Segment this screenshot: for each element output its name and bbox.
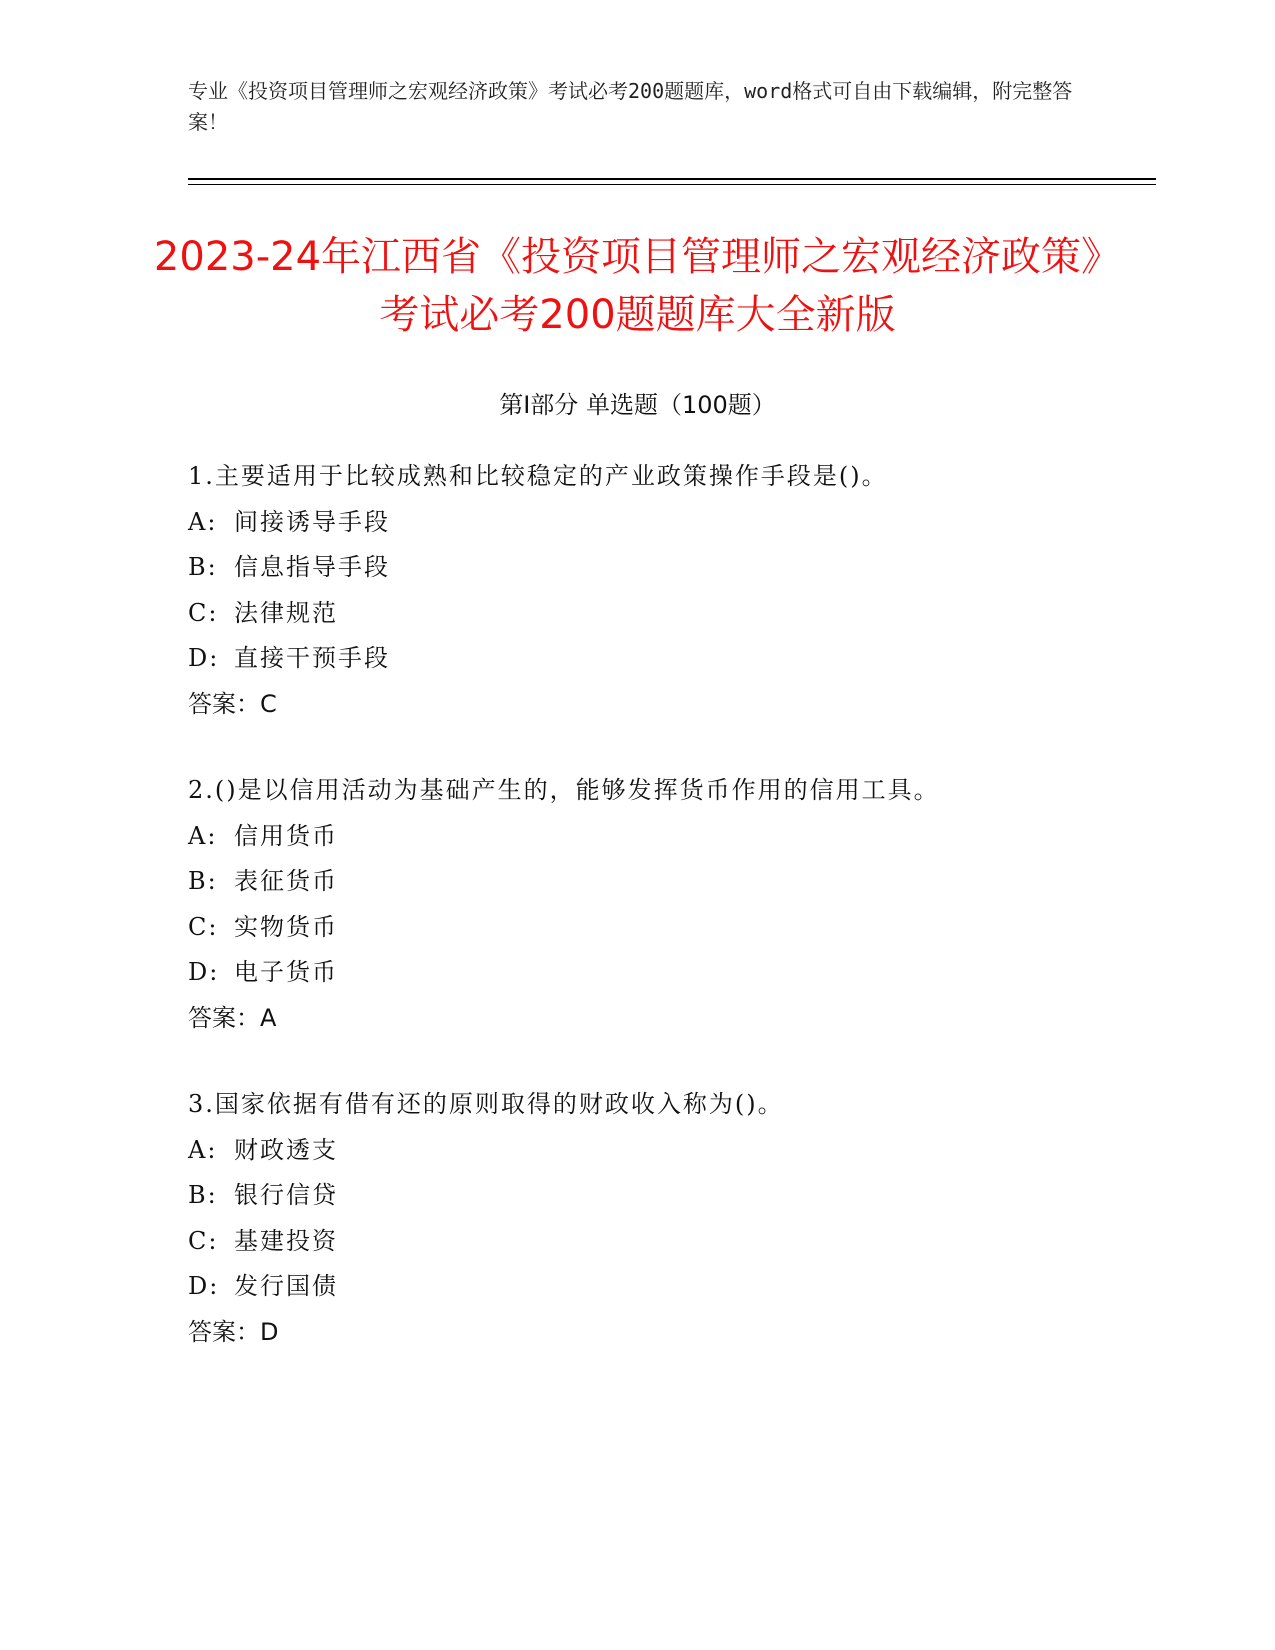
question-stem: 1.主要适用于比较成熟和比较稳定的产业政策操作手段是()。 (188, 462, 888, 490)
option-letter: A: (188, 1135, 218, 1164)
option-d (188, 1264, 1148, 1310)
option-letter: D: (188, 958, 220, 986)
option-d (188, 636, 1148, 682)
option-letter: C: (188, 912, 219, 941)
option-text: 表征货币 (234, 867, 338, 895)
option-letter: B: (188, 553, 218, 581)
option-c (188, 1219, 1148, 1265)
question-2 (188, 768, 1148, 1041)
option-text: 法律规范 (234, 598, 338, 627)
answer-line: 答案：C (188, 689, 277, 718)
question-stem: 2.()是以信用活动为基础产生的，能够发挥货币作用的信用工具。 (188, 776, 940, 804)
option-letter: D: (188, 1272, 220, 1300)
option-a (188, 1128, 1148, 1174)
option-b (188, 545, 1148, 591)
header-note: 专业《投资项目管理师之宏观经济政策》考试必考200题题库，word格式可自由下载编辑，附完整答案！ (188, 79, 1073, 134)
option-letter: C: (188, 598, 219, 627)
option-letter: D: (188, 644, 220, 672)
option-letter: A: (188, 507, 218, 536)
option-c (188, 591, 1148, 637)
option-text: 银行信贷 (234, 1181, 338, 1209)
option-text: 直接干预手段 (234, 644, 390, 672)
option-letter: C: (188, 1226, 219, 1255)
answer-line: 答案：A (188, 1003, 277, 1032)
question-3 (188, 1082, 1148, 1355)
section-title: 第Ⅰ部分 单选题（100题） (499, 391, 776, 419)
option-text: 电子货币 (234, 958, 338, 986)
header-rule-thick (188, 178, 1156, 180)
option-letter: A: (188, 821, 218, 850)
option-b (188, 859, 1148, 905)
option-text: 信息指导手段 (234, 553, 390, 581)
question-1 (188, 454, 1148, 727)
document-title: 2023-24年江西省《投资项目管理师之宏观经济政策》考试必考200题题库大全新版 (153, 234, 1122, 338)
option-text: 间接诱导手段 (234, 507, 390, 536)
option-text: 实物货币 (234, 912, 338, 941)
option-text: 基建投资 (234, 1226, 338, 1255)
option-d (188, 950, 1148, 996)
question-stem: 3.国家依据有借有还的原则取得的财政收入称为()。 (188, 1090, 784, 1118)
option-c (188, 905, 1148, 951)
option-b (188, 1173, 1148, 1219)
answer-line: 答案：D (188, 1317, 279, 1346)
option-letter: B: (188, 867, 218, 895)
option-text: 信用货币 (234, 821, 338, 850)
option-a (188, 500, 1148, 546)
option-a (188, 814, 1148, 860)
option-letter: B: (188, 1181, 218, 1209)
option-text: 发行国债 (234, 1272, 338, 1300)
option-text: 财政透支 (234, 1135, 338, 1164)
header-rule-thin (188, 184, 1156, 185)
